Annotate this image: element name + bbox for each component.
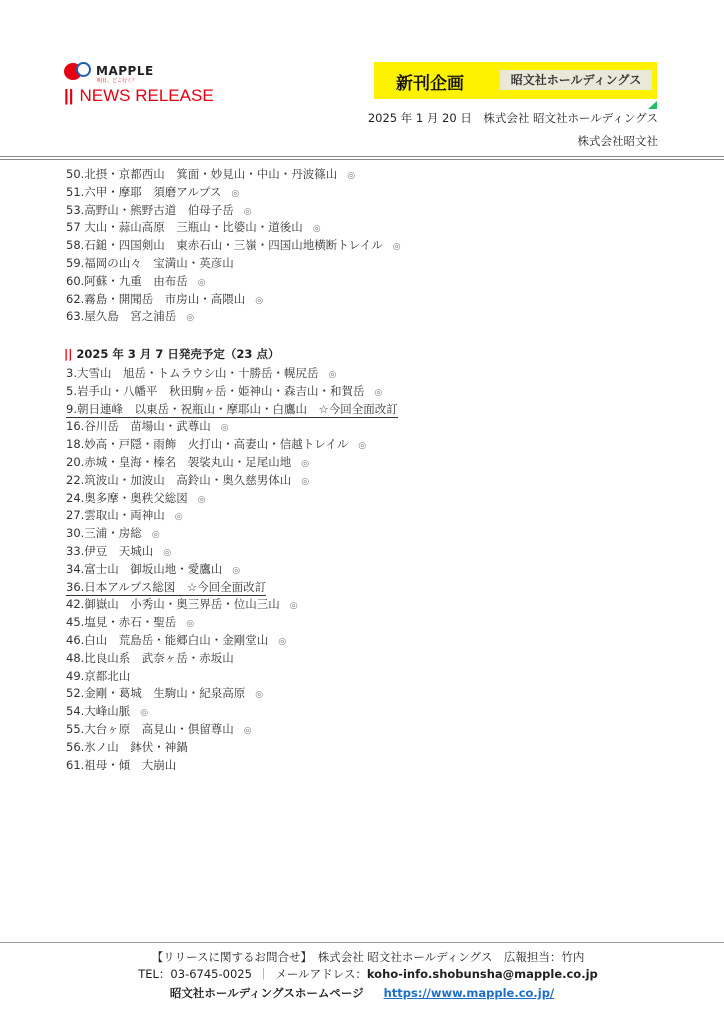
mapple-logo-icon [64, 60, 94, 82]
circle-mark-icon: ◎ [231, 188, 240, 199]
list-item-text: 58.石鎚・四国剣山 東赤石山・三嶺・四国山地横断トレイル [66, 238, 383, 253]
list-item-text: 45.塩見・赤石・聖岳 [66, 615, 177, 630]
list-item [66, 525, 398, 543]
list-item [66, 650, 398, 668]
plan-company: 昭文社ホールディングス [500, 70, 652, 90]
list-item [66, 561, 398, 579]
list-item-text: 49.京都北山 [66, 668, 131, 683]
list-item [66, 472, 398, 490]
list-item [66, 757, 398, 775]
circle-mark-icon: ◎ [301, 476, 310, 487]
list-item [66, 436, 398, 454]
footer-email-link[interactable]: koho-info.shobunsha@mapple.co.jp [366, 967, 598, 981]
list-item [66, 273, 401, 291]
header-divider [0, 156, 724, 157]
list-item [66, 721, 398, 739]
list-item-text: 42.御嶽山 小秀山・奥三界岳・位山三山 [66, 597, 280, 612]
footer-website [0, 985, 724, 1001]
list-item [66, 507, 398, 525]
list-item [66, 454, 398, 472]
header-divider-second [0, 159, 724, 160]
list-item-text: 22.筑波山・加波山 高鈴山・奥久慈男体山 [66, 472, 292, 487]
list-item-text: 5.岩手山・八幡平 秋田駒ヶ岳・姫神山・森吉山・和賀岳 [66, 383, 365, 398]
list-item-text: 52.金剛・葛城 生駒山・紀泉高原 [66, 686, 246, 701]
circle-mark-icon: ◎ [232, 565, 241, 576]
circle-mark-icon: ◎ [140, 708, 149, 719]
list-item [66, 202, 401, 220]
list-item-text: 18.妙高・戸隠・雨飾 火打山・高妻山・信越トレイル [66, 437, 349, 452]
news-release-bars: || [64, 86, 74, 105]
list-item-text: 60.阿蘇・九重 由布岳 [66, 273, 188, 288]
list-item [66, 255, 401, 273]
circle-mark-icon: ◎ [374, 387, 383, 398]
list-item-text: 59.福岡の山々 宝満山・英彦山 [66, 255, 234, 270]
list-item-text-revised: 9.朝日連峰 以東岳・祝瓶山・摩耶山・白鷹山 ☆今回全面改訂 [66, 401, 398, 416]
footer-site-label: 昭文社ホールディングスホームページ [169, 986, 364, 1000]
list-item-text: 16.谷川岳 苗場山・武尊山 [66, 419, 211, 434]
list-item [66, 596, 398, 614]
circle-mark-icon: ◎ [186, 619, 195, 630]
list-item-text: 33.伊豆 天城山 [66, 543, 154, 558]
list-item-text: 24.奥多摩・奥秩父総図 [66, 490, 188, 505]
circle-mark-icon: ◎ [163, 547, 172, 558]
list-item [66, 685, 398, 703]
list-item [66, 490, 398, 508]
footer-tel: TEL：03-6745-0025 [138, 967, 252, 981]
list-item [66, 632, 398, 650]
list-item-text: 61.祖母・傾 大崩山 [66, 757, 177, 772]
circle-mark-icon: ◎ [243, 725, 252, 736]
new-plan-banner [374, 62, 657, 99]
circle-mark-icon: ◎ [174, 512, 183, 523]
list-item-text: 27.雲取山・両神山 [66, 508, 165, 523]
list-item-text: 46.白山 荒島岳・能郷白山・金剛堂山 [66, 632, 269, 647]
list-item-text: 3.大雪山 旭岳・トムラウシ山・十勝岳・幌尻岳 [66, 366, 319, 380]
list-item [66, 614, 398, 632]
circle-mark-icon: ◎ [312, 224, 321, 235]
list-item-text: 55.大台ヶ原 高見山・倶留尊山 [66, 721, 234, 736]
circle-mark-icon: ◎ [255, 295, 264, 306]
plan-title: 新刊企画 [396, 74, 464, 94]
product-list-2 [66, 365, 398, 774]
list-item [66, 668, 398, 686]
heading-bars: || [64, 347, 73, 361]
footer-contact-line: 【リリースに関するお問合せ】 株式会社 昭文社ホールディングス 広報担当：竹内 [151, 950, 585, 964]
circle-mark-icon: ◎ [358, 441, 367, 452]
list-item-text: 57 大山・蒜山高原 三瓶山・比婆山・道後山 [66, 220, 303, 235]
list-item-text: 20.赤城・皇海・榛名 袈裟丸山・足尾山地 [66, 454, 292, 469]
banner-corner-triangle [648, 101, 657, 109]
list-item-text: 34.富士山 御坂山地・愛鷹山 [66, 561, 223, 576]
list-item [66, 365, 398, 383]
news-release-title [64, 86, 214, 106]
circle-mark-icon: ◎ [347, 171, 356, 181]
circle-mark-icon: ◎ [278, 636, 287, 647]
list-item-text: 62.霧島・開聞岳 市房山・高隈山 [66, 291, 246, 306]
list-item [66, 579, 398, 597]
list-item-text: 54.大峰山脈 [66, 704, 131, 719]
circle-mark-icon: ◎ [328, 370, 337, 380]
list-item [66, 543, 398, 561]
list-item-text: 63.屋久島 宮之浦岳 [66, 309, 177, 324]
list-item [66, 401, 398, 419]
logo-name: MAPPLE [96, 64, 154, 78]
footer-separator: ｜ [257, 967, 270, 981]
circle-mark-icon: ◎ [243, 206, 252, 217]
list-item-text: 30.三浦・房総 [66, 526, 142, 541]
product-list-1 [66, 166, 401, 326]
footer-tel-email [6, 966, 724, 982]
release-date-line: 2025 年 1 月 20 日 株式会社 昭文社ホールディングス [367, 111, 658, 125]
circle-mark-icon: ◎ [301, 458, 310, 469]
company-line: 株式会社昭文社 [577, 134, 658, 148]
list-item [66, 308, 401, 326]
news-release-label: NEWS RELEASE [79, 86, 214, 105]
list-item [66, 237, 401, 255]
circle-mark-icon: ◎ [197, 494, 206, 505]
list-item-text: 53.高野山・熊野古道 伯母子岳 [66, 202, 234, 217]
circle-mark-icon: ◎ [186, 313, 195, 324]
circle-mark-icon: ◎ [220, 423, 229, 434]
logo-tagline: 明日、どこ行く？ [97, 78, 138, 84]
list-item-text: 50.北摂・京都西山 箕面・妙見山・中山・丹波篠山 [66, 167, 338, 181]
circle-mark-icon: ◎ [197, 277, 206, 288]
list-item [66, 418, 398, 436]
list-item [66, 166, 401, 184]
list-item [66, 291, 401, 309]
list-item-text: 51.六甲・摩耶 須磨アルプス [66, 184, 222, 199]
list-item-text: 48.比良山系 武奈ヶ岳・赤坂山 [66, 650, 234, 665]
circle-mark-icon: ◎ [255, 690, 264, 701]
list-item-text-revised: 36.日本アルプス総図 ☆今回全面改訂 [66, 579, 267, 594]
footer-url-link[interactable]: https://www.mapple.co.jp/ [383, 986, 555, 1000]
section-heading-text: 2025 年 3 月 7 日発売予定（23 点） [76, 347, 280, 361]
circle-mark-icon: ◎ [392, 242, 401, 253]
circle-mark-icon: ◎ [289, 601, 298, 612]
list-item [66, 739, 398, 757]
mapple-logo [64, 60, 154, 82]
list-item [66, 184, 401, 202]
section-heading [64, 346, 279, 362]
list-item [66, 383, 398, 401]
footer-divider [0, 942, 724, 943]
list-item-text: 56.氷ノ山 鉢伏・神鍋 [66, 739, 188, 754]
circle-mark-icon: ◎ [151, 530, 160, 541]
list-item [66, 219, 401, 237]
list-item [66, 703, 398, 721]
footer-email-label: メールアドレス： [275, 967, 367, 981]
